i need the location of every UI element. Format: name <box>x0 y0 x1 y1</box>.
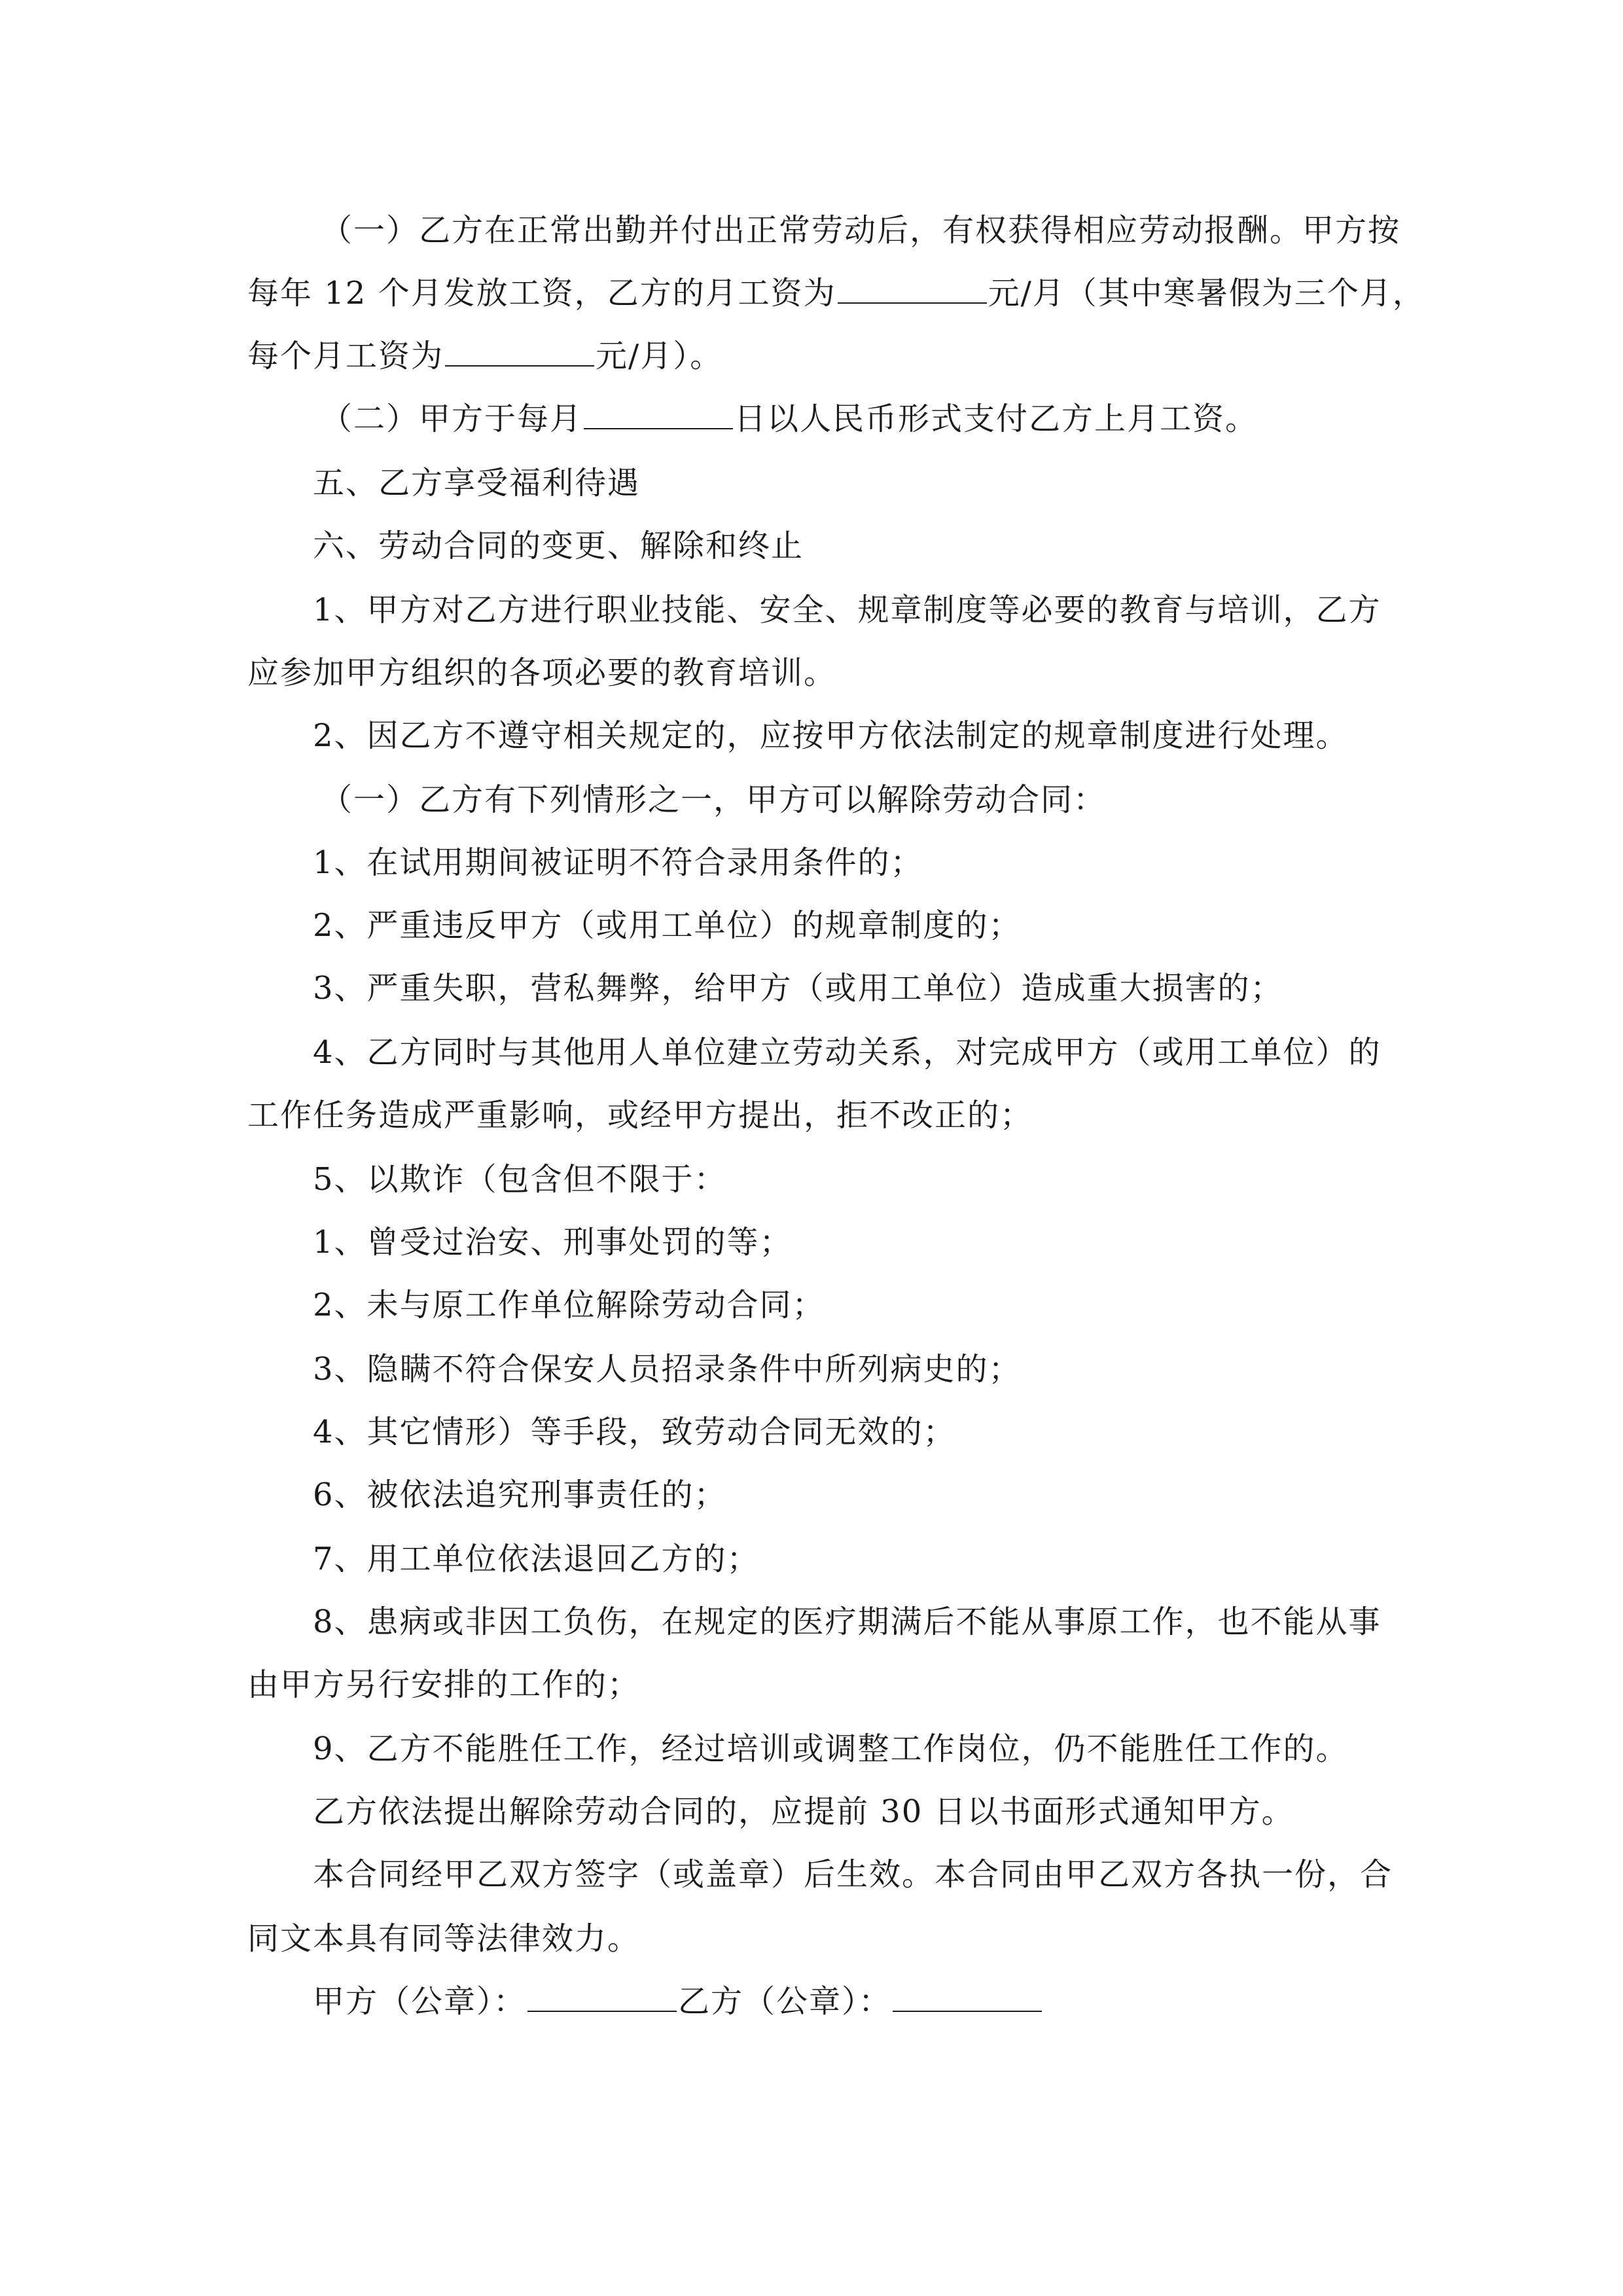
paragraph-salary-line-2 <box>247 274 1425 313</box>
section-heading-5: 五、乙方享受福利待遇 <box>313 465 641 501</box>
party-a-seal-blank[interactable] <box>527 1984 677 2012</box>
payday-blank[interactable] <box>584 402 733 429</box>
paragraph-text: 每个月工资为 <box>247 338 444 374</box>
clause-8-line-2: 由甲方另行安排的工作的； <box>247 1666 641 1703</box>
paragraph-salary-line-3 <box>247 336 722 376</box>
clause-6: 6、被依法追究刑事责任的； <box>313 1477 727 1513</box>
paragraph-text: （二）甲方于每月 <box>321 401 583 437</box>
effect-paragraph-line-1: 本合同经甲乙双方签字（或盖章）后生效。本合同由甲乙双方各执一份，合 <box>313 1856 1393 1893</box>
party-b-seal-blank[interactable] <box>893 1984 1042 2012</box>
clause-9: 9、乙方不能胜任工作，经过培训或调整工作岗位，仍不能胜任工作的。 <box>313 1731 1349 1767</box>
clause-4-line-2: 工作任务造成严重影响，或经甲方提出，拒不改正的； <box>247 1097 1033 1134</box>
paragraph-text: 每年 12 个月发放工资，乙方的月工资为 <box>247 275 836 312</box>
paragraph-text: 元/月（其中寒暑假为三个月， <box>988 275 1425 312</box>
clause-8-line-1: 8、患病或非因工负伤，在规定的医疗期满后不能从事原工作，也不能从事 <box>313 1604 1382 1640</box>
clause-4-line-1: 4、乙方同时与其他用人单位建立劳动关系，对完成甲方（或用工单位）的 <box>313 1034 1382 1071</box>
section-heading-6: 六、劳动合同的变更、解除和终止 <box>313 528 804 564</box>
detail-3: 3、隐瞒不符合保安人员招录条件中所列病史的； <box>313 1351 1022 1388</box>
monthly-salary-blank[interactable] <box>838 276 987 304</box>
signature-line <box>313 1982 1043 2021</box>
item-2: 2、因乙方不遵守相关规定的，应按甲方依法制定的规章制度进行处理。 <box>313 717 1349 754</box>
item-1-line-1: 1、甲方对乙方进行职业技能、安全、规章制度等必要的教育与培训，乙方 <box>313 592 1382 628</box>
holiday-salary-blank[interactable] <box>445 339 594 367</box>
detail-4: 4、其它情形）等手段，致劳动合同无效的； <box>313 1414 956 1450</box>
effect-paragraph-line-2: 同文本具有同等法律效力。 <box>247 1920 641 1957</box>
clause-3: 3、严重失职，营私舞弊，给甲方（或用工单位）造成重大损害的； <box>313 970 1283 1007</box>
paragraph-text: 元/月）。 <box>596 338 723 374</box>
subsection-heading: （一）乙方有下列情形之一，甲方可以解除劳动合同： <box>321 781 1107 818</box>
paragraph-payday <box>321 399 1258 439</box>
paragraph-salary-line-1 <box>321 211 1400 250</box>
party-b-seal-label: 乙方（公章）： <box>678 1983 892 2020</box>
party-a-seal-label: 甲方（公章）： <box>313 1983 527 2020</box>
paragraph-text: 日以人民币形式支付乙方上月工资。 <box>734 401 1258 437</box>
detail-2: 2、未与原工作单位解除劳动合同； <box>313 1287 825 1323</box>
clause-2: 2、严重违反甲方（或用工单位）的规章制度的； <box>313 907 1022 944</box>
clause-5: 5、以欺诈（包含但不限于： <box>313 1161 727 1198</box>
paragraph-text: （一）乙方在正常出勤并付出正常劳动后，有权获得相应劳动报酬。甲方按 <box>321 212 1401 249</box>
item-1-line-2: 应参加甲方组织的各项必要的教育培训。 <box>247 655 837 691</box>
clause-7: 7、用工单位依法退回乙方的； <box>313 1541 760 1577</box>
detail-1: 1、曾受过治安、刑事处罚的等； <box>313 1224 793 1261</box>
clause-1: 1、在试用期间被证明不符合录用条件的； <box>313 844 923 881</box>
notice-paragraph: 乙方依法提出解除劳动合同的，应提前 30 日以书面形式通知甲方。 <box>313 1793 1294 1830</box>
